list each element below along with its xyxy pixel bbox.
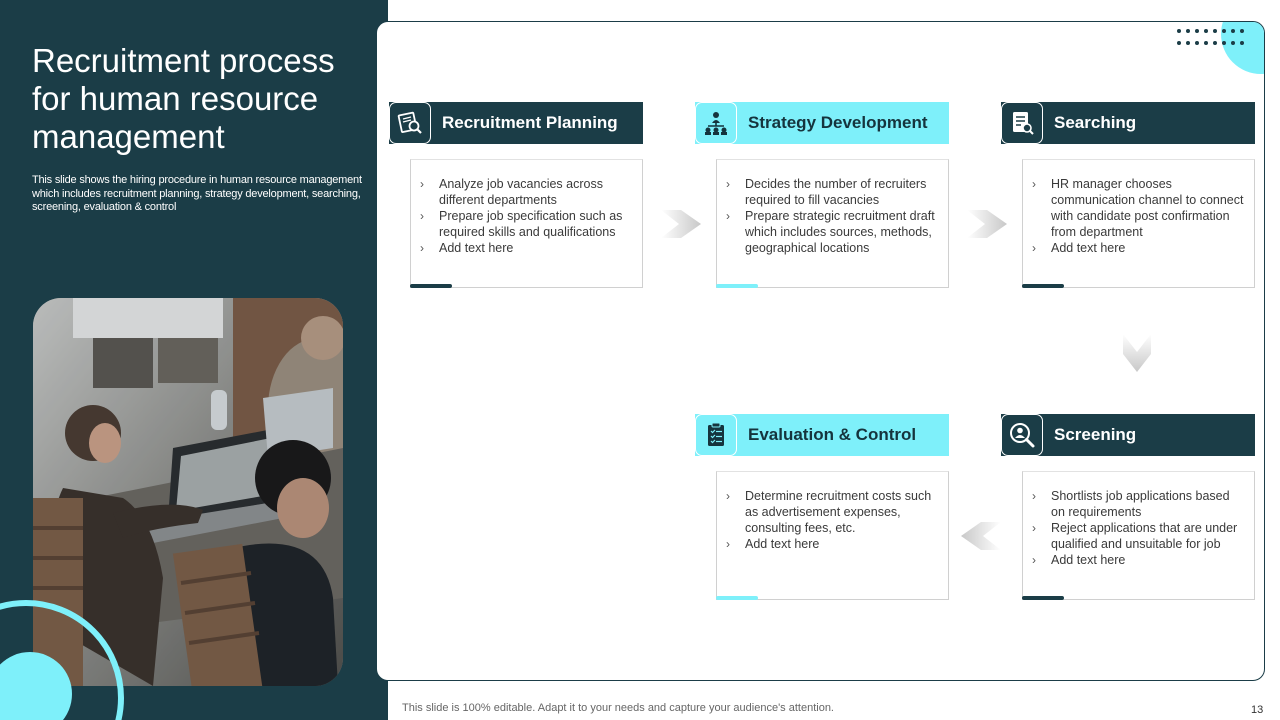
bullet-item: › Prepare job specification such as required skills and qualifications (420, 209, 623, 239)
accent-bar (1022, 284, 1064, 288)
step-title: Evaluation & Control (748, 425, 917, 444)
step-title: Searching (1054, 113, 1137, 132)
step-recruitment-planning (389, 102, 643, 302)
slide-description: This slide shows the hiring procedure in human resource management which includes recruitment planning, strategy development, searching, screening, evaluation & control (32, 174, 362, 213)
clipboard-checklist-icon (695, 414, 737, 456)
arrow-left-icon (959, 514, 1003, 558)
step-strategy-development (695, 102, 949, 302)
accent-bar (1022, 596, 1064, 600)
arrow-down-icon (1115, 332, 1159, 376)
page-number: 13 (1251, 704, 1264, 716)
step-title: Strategy Development (748, 113, 928, 132)
bullet-item: › Add text here (726, 537, 820, 551)
step-body (716, 159, 949, 288)
arrow-right-icon (659, 202, 703, 246)
bullet-item: › Reject applications that are under qualified and unsuitable for job (1032, 521, 1238, 551)
bullet-item: › Prepare strategic recruitment draft which includes sources, methods, geographical locations (726, 209, 935, 255)
bullet-item: › Determine recruitment costs such as advertisement expenses, consulting fees, etc. (726, 489, 932, 535)
arrow-right-icon (965, 202, 1009, 246)
accent-bar (410, 284, 452, 288)
step-body (1022, 471, 1255, 600)
bullet-item: › Shortlists job applications based on requirements (1032, 489, 1230, 519)
checklist-search-icon (1001, 102, 1043, 144)
person-search-icon (1001, 414, 1043, 456)
step-evaluation-control (695, 414, 949, 614)
step-body (716, 471, 949, 600)
bullet-item: › Add text here (1032, 241, 1126, 255)
bullet-item: › Add text here (420, 241, 514, 255)
accent-bar (716, 596, 758, 600)
strategy-hierarchy-icon (695, 102, 737, 144)
step-title: Screening (1054, 425, 1137, 444)
bullet-item: › Add text here (1032, 553, 1126, 567)
step-title: Recruitment Planning (442, 113, 618, 132)
step-body (410, 159, 643, 288)
decorative-dot-grid (1177, 21, 1244, 45)
left-panel (0, 0, 388, 720)
step-body (1022, 159, 1255, 288)
slide-title: Recruitment process for human resource management (32, 42, 335, 155)
document-search-icon (389, 102, 431, 144)
bullet-item: › Analyze job vacancies across different departments (420, 177, 603, 207)
accent-bar (716, 284, 758, 288)
bullet-item: › Decides the number of recruiters required to fill vacancies (726, 177, 927, 207)
footer-note: This slide is 100% editable. Adapt it to your needs and capture your audience's attention. (402, 702, 834, 714)
step-screening (1001, 414, 1255, 614)
process-card (376, 21, 1265, 681)
bullet-item: › HR manager chooses communication channel to connect with candidate post confirmation from department (1032, 177, 1244, 239)
step-searching (1001, 102, 1255, 302)
